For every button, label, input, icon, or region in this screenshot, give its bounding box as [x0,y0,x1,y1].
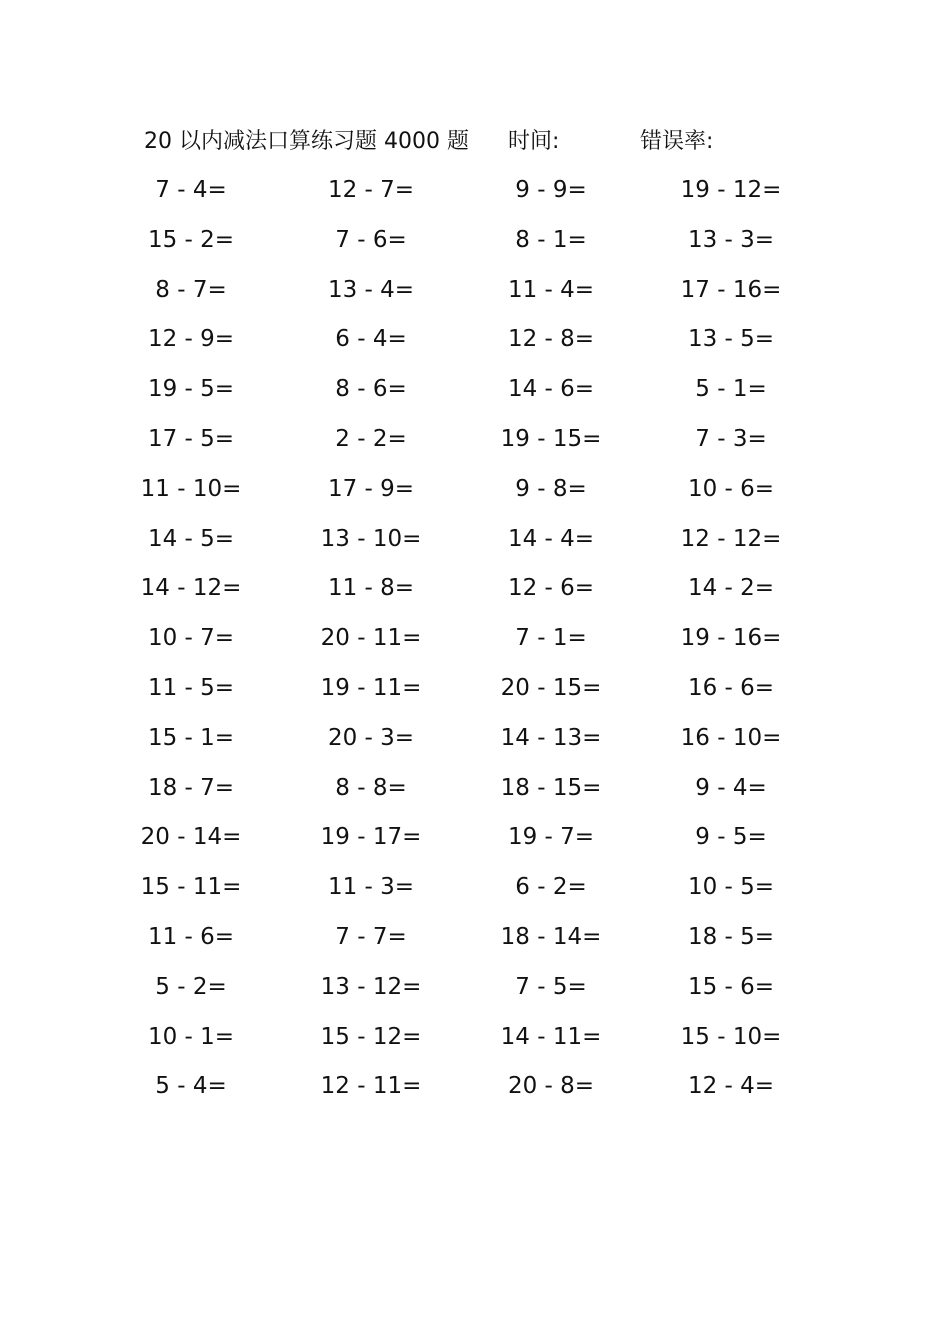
error-rate-label: 错误率: [640,129,714,154]
problem-row [0,917,950,967]
subtraction-problem: 9 - 5= [695,824,767,851]
subtraction-problem: 8 - 7= [155,276,227,303]
subtraction-problem: 14 - 5= [147,525,235,552]
problem-row [0,469,950,519]
subtraction-problem: 14 - 2= [687,575,775,602]
subtraction-problem: 12 - 6= [507,575,595,602]
problem-row [0,220,950,270]
subtraction-problem: 15 - 2= [147,226,235,253]
subtraction-problem: 5 - 1= [695,376,767,403]
subtraction-problem: 15 - 10= [680,1023,782,1050]
subtraction-problem: 20 - 3= [327,724,415,751]
subtraction-problem: 9 - 4= [695,774,767,801]
subtraction-problem: 17 - 9= [327,475,415,502]
subtraction-problem: 5 - 2= [155,973,227,1000]
subtraction-problem: 18 - 5= [687,923,775,950]
subtraction-problem: 8 - 1= [515,226,587,253]
problem-row [0,319,950,369]
subtraction-problem: 15 - 6= [687,973,775,1000]
subtraction-problem: 13 - 3= [687,226,775,253]
subtraction-problem: 8 - 8= [335,774,407,801]
problem-row [0,170,950,220]
subtraction-problem: 12 - 7= [327,177,415,203]
subtraction-problem: 13 - 4= [327,276,415,303]
problem-row [0,519,950,569]
subtraction-problem: 12 - 8= [507,326,595,353]
subtraction-problem: 11 - 10= [140,475,242,502]
problem-row [0,668,950,718]
subtraction-problem: 7 - 7= [335,923,407,950]
subtraction-problem: 14 - 4= [507,525,595,552]
subtraction-problem: 7 - 5= [515,973,587,1000]
subtraction-problem: 10 - 5= [687,874,775,901]
subtraction-problem: 10 - 1= [147,1023,235,1050]
problem-row [0,867,950,917]
subtraction-problem: 20 - 14= [140,824,242,851]
problem-row [0,1066,950,1116]
problem-row [0,369,950,419]
subtraction-problem: 19 - 11= [320,674,422,701]
subtraction-problem: 19 - 17= [320,824,422,851]
subtraction-problem: 13 - 5= [687,326,775,353]
subtraction-problem: 14 - 6= [507,376,595,403]
problem-grid [0,170,950,1116]
subtraction-problem: 20 - 11= [320,625,422,652]
subtraction-problem: 12 - 9= [147,326,235,353]
subtraction-problem: 11 - 4= [507,276,595,303]
subtraction-problem: 16 - 6= [687,674,775,701]
subtraction-problem: 9 - 8= [515,475,587,502]
problem-row [0,419,950,469]
subtraction-problem: 14 - 13= [500,724,602,751]
problem-row [0,1017,950,1067]
subtraction-problem: 18 - 15= [500,774,602,801]
subtraction-problem: 11 - 5= [147,674,235,701]
problem-row [0,967,950,1017]
problem-row [0,817,950,867]
subtraction-problem: 10 - 6= [687,475,775,502]
subtraction-problem: 18 - 7= [147,774,235,801]
subtraction-problem: 12 - 4= [687,1073,775,1100]
subtraction-problem: 11 - 8= [327,575,415,602]
subtraction-problem: 20 - 8= [507,1073,595,1100]
time-label: 时间: [508,129,560,154]
subtraction-problem: 19 - 7= [507,824,595,851]
subtraction-problem: 12 - 11= [320,1073,422,1100]
subtraction-problem: 2 - 2= [335,425,407,452]
subtraction-problem: 11 - 3= [327,874,415,901]
subtraction-problem: 7 - 4= [155,177,227,203]
problem-row [0,618,950,668]
subtraction-problem: 12 - 12= [680,525,782,552]
subtraction-problem: 7 - 6= [335,226,407,253]
problem-row [0,718,950,768]
subtraction-problem: 11 - 6= [147,923,235,950]
subtraction-problem: 14 - 12= [140,575,242,602]
subtraction-problem: 15 - 11= [140,874,242,901]
subtraction-problem: 6 - 2= [515,874,587,901]
subtraction-problem: 16 - 10= [680,724,782,751]
problem-row [0,270,950,320]
subtraction-problem: 17 - 5= [147,425,235,452]
subtraction-problem: 13 - 12= [320,973,422,1000]
subtraction-problem: 18 - 14= [500,923,602,950]
subtraction-problem: 6 - 4= [335,326,407,353]
subtraction-problem: 7 - 1= [515,625,587,652]
subtraction-problem: 19 - 15= [500,425,602,452]
subtraction-problem: 7 - 3= [695,425,767,452]
subtraction-problem: 17 - 16= [680,276,782,303]
problem-row [0,568,950,618]
subtraction-problem: 9 - 9= [515,177,587,203]
subtraction-problem: 15 - 1= [147,724,235,751]
subtraction-problem: 8 - 6= [335,376,407,403]
subtraction-problem: 19 - 5= [147,376,235,403]
subtraction-problem: 19 - 12= [680,177,782,203]
subtraction-problem: 5 - 4= [155,1073,227,1100]
subtraction-problem: 10 - 7= [147,625,235,652]
subtraction-problem: 15 - 12= [320,1023,422,1050]
subtraction-problem: 14 - 11= [500,1023,602,1050]
subtraction-problem: 20 - 15= [500,674,602,701]
subtraction-problem: 13 - 10= [320,525,422,552]
worksheet-header [0,124,950,160]
problem-row [0,768,950,818]
worksheet-title: 20 以内减法口算练习题 4000 题 [144,129,469,154]
subtraction-problem: 19 - 16= [680,625,782,652]
